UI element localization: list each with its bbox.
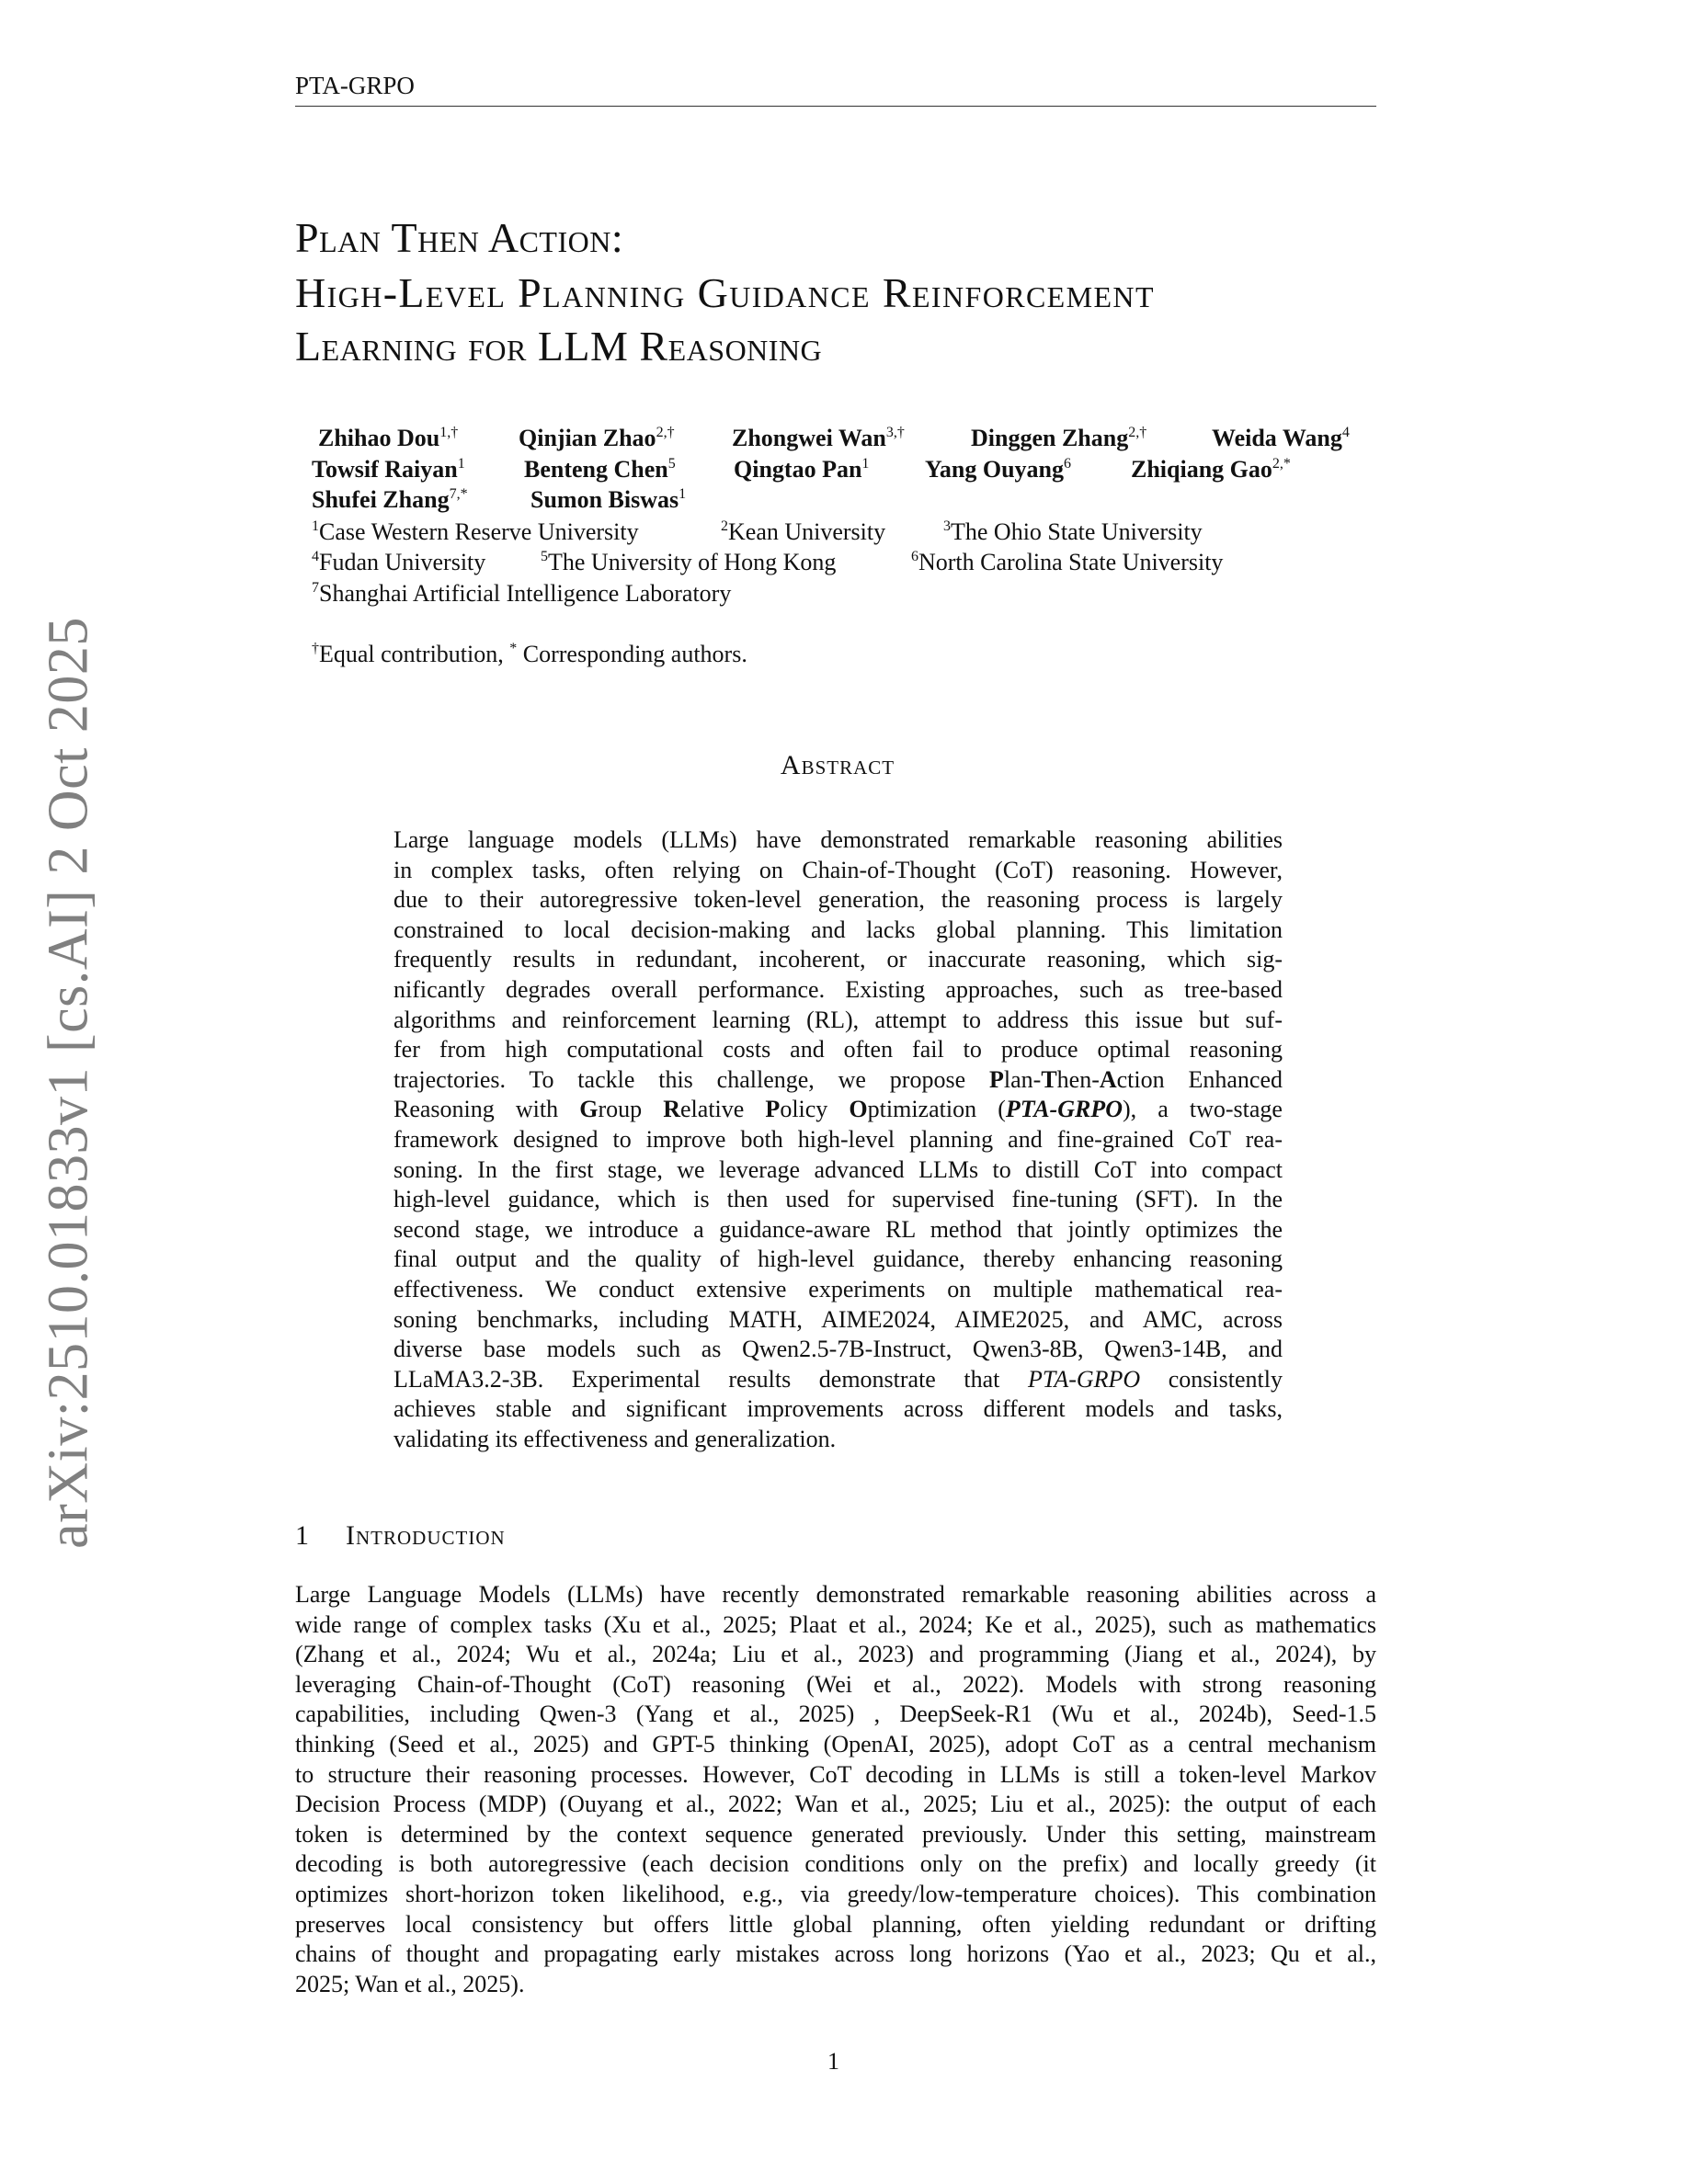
text-span: Reasoning with xyxy=(393,1096,580,1123)
author-affiliation-mark: 4 xyxy=(1341,425,1350,440)
emphasized-text: T xyxy=(1041,1065,1057,1093)
running-head: PTA-GRPO xyxy=(295,72,415,99)
text-span: wide range of complex tasks (Xu et al., 2025; Plaat et al., 2024; Ke et al., 2025), such as mathematics xyxy=(295,1610,1376,1638)
introduction-body xyxy=(295,1580,1376,1999)
text-line xyxy=(393,916,1283,946)
text-span: lan- xyxy=(1003,1065,1042,1093)
text-span: final output and the quality of high-level guidance, thereby enhancing reasoning xyxy=(393,1246,1283,1273)
text-line xyxy=(295,1820,1376,1850)
introduction-heading: Introduction xyxy=(346,1520,506,1551)
text-span: algorithms and reinforcement learning (RL), attempt to address this issue but suf- xyxy=(393,1006,1283,1033)
text-span: LLaMA3.2-3B. Experimental results demonstrate that xyxy=(393,1365,1028,1393)
footnote-text: Equal contribution, xyxy=(319,641,510,667)
author-name xyxy=(530,486,686,514)
text-span: ction Enhanced xyxy=(1116,1065,1283,1093)
author-affiliation-mark: 1 xyxy=(457,456,465,472)
page-number: 1 xyxy=(827,2048,839,2075)
author-affiliation-mark: 7,* xyxy=(449,486,468,502)
text-line xyxy=(393,1305,1283,1336)
author-name-text: Qinjian Zhao xyxy=(519,425,656,451)
author-name xyxy=(1212,425,1350,452)
text-span: roup xyxy=(598,1096,664,1123)
affiliation xyxy=(312,518,639,546)
affiliation-name: The University of Hong Kong xyxy=(548,549,837,575)
text-span: Large language models (LLMs) have demonstrated remarkable reasoning abilities xyxy=(393,826,1283,853)
text-span: second stage, we introduce a guidance-aware RL method that jointly optimizes the xyxy=(393,1215,1283,1243)
author-affiliation-mark: 3,† xyxy=(885,425,905,440)
abstract-heading: Abstract xyxy=(780,750,895,780)
text-span: due to their autoregressive token-level generation, the reasoning process is largely xyxy=(393,886,1283,914)
equal-contribution-footnote xyxy=(312,641,747,668)
affiliation-number: 7 xyxy=(312,580,319,596)
author-affiliation-mark: 2,† xyxy=(1128,425,1147,440)
text-line xyxy=(393,825,1283,856)
author-name xyxy=(312,456,465,483)
author-name xyxy=(732,425,905,452)
text-span: ), a two-stage xyxy=(1122,1096,1283,1123)
author-affiliation-mark: 1 xyxy=(861,456,870,472)
text-line xyxy=(295,1970,1376,2000)
arxiv-identifier-stamp[interactable]: arXiv:2510.01833v1 [cs.AI] 2 Oct 2025 xyxy=(37,617,100,1549)
affiliation xyxy=(721,518,885,546)
footnote-text: Corresponding authors. xyxy=(517,641,747,667)
author-name-text: Towsif Raiyan xyxy=(312,456,458,483)
author-name-text: Benteng Chen xyxy=(524,456,668,483)
title-line-3: Learning for LLM Reasoning xyxy=(295,323,823,370)
affiliation xyxy=(312,549,485,576)
text-line xyxy=(295,1730,1376,1760)
affiliation xyxy=(312,580,731,608)
author-name-text: Dinggen Zhang xyxy=(971,425,1129,451)
text-span: Large Language Models (LLMs) have recently demonstrated remarkable reasoning abilities across a xyxy=(295,1581,1376,1608)
text-line xyxy=(393,1215,1283,1246)
author-name xyxy=(1131,456,1291,483)
section-number: 1 xyxy=(295,1520,309,1551)
affiliation-number: 5 xyxy=(541,549,548,564)
emphasized-text: PTA-GRPO xyxy=(1027,1365,1141,1393)
text-span: in complex tasks, often relying on Chain-of-Thought (CoT) reasoning. However, xyxy=(393,856,1283,883)
text-span: soning. In the first stage, we leverage advanced LLMs to distill CoT into compact xyxy=(393,1155,1283,1183)
author-name-text: Sumon Biswas xyxy=(530,486,679,513)
author-affiliation-mark: 2,* xyxy=(1272,456,1291,472)
text-line xyxy=(393,1335,1283,1365)
affiliation-name: The Ohio State University xyxy=(951,518,1203,545)
author-name-text: Yang Ouyang xyxy=(925,456,1064,483)
author-affiliation-mark: 5 xyxy=(667,456,676,472)
author-name xyxy=(925,456,1071,483)
text-line xyxy=(295,1640,1376,1670)
abstract-body xyxy=(393,825,1283,1454)
text-line xyxy=(295,1849,1376,1880)
emphasized-text: R xyxy=(663,1096,681,1123)
author-affiliation-mark: 2,† xyxy=(656,425,675,440)
author-name xyxy=(524,456,676,483)
author-name-text: Zhongwei Wan xyxy=(732,425,886,451)
author-name xyxy=(519,425,675,452)
text-span: olicy xyxy=(780,1096,850,1123)
emphasized-text: P xyxy=(989,1065,1004,1093)
text-span: chains of thought and propagating early mistakes across long horizons (Yao et al., 2023; Qu et al., xyxy=(295,1940,1376,1968)
affiliation-name: Case Western Reserve University xyxy=(319,518,639,545)
text-span: (Zhang et al., 2024; Wu et al., 2024a; Liu et al., 2023) and programming (Jiang et al., 2024), by xyxy=(295,1641,1376,1668)
text-span: validating its effectiveness and generalization. xyxy=(393,1425,837,1452)
text-span: constrained to local decision-making and lacks global planning. This limitation xyxy=(393,916,1283,943)
dagger-mark: † xyxy=(312,641,319,656)
emphasized-text: O xyxy=(849,1096,868,1123)
text-span: high-level guidance, which is then used for supervised fine-tuning (SFT). In the xyxy=(393,1186,1283,1213)
text-line xyxy=(393,1095,1283,1125)
author-name-text: Zhihao Dou xyxy=(318,425,440,451)
author-name-text: Zhiqiang Gao xyxy=(1131,456,1272,483)
text-line xyxy=(393,1425,1283,1455)
text-span: optimizes short-horizon token likelihood, e.g., via greedy/low-temperature choices). This combination xyxy=(295,1880,1376,1907)
affiliation xyxy=(541,549,836,576)
text-span: preserves local consistency but offers little global planning, often yielding redundant or drifting xyxy=(295,1910,1376,1938)
affiliation xyxy=(943,518,1203,546)
header-rule xyxy=(295,106,1376,107)
text-line xyxy=(295,1760,1376,1791)
text-line xyxy=(393,885,1283,916)
text-span: achieves stable and significant improvements across different models and tasks, xyxy=(393,1395,1283,1423)
affiliation-name: Shanghai Artificial Intelligence Laboratory xyxy=(319,580,732,607)
text-line xyxy=(295,1580,1376,1610)
text-span: nificantly degrades overall performance. Existing approaches, such as tree-based xyxy=(393,975,1283,1003)
author-name xyxy=(318,425,458,452)
text-span: ptimization ( xyxy=(867,1096,1006,1123)
text-line xyxy=(393,945,1283,975)
text-span: elative xyxy=(680,1096,766,1123)
author-name-text: Shufei Zhang xyxy=(312,486,450,513)
affiliation-name: North Carolina State University xyxy=(918,549,1224,575)
text-span: soning benchmarks, including MATH, AIME2024, AIME2025, and AMC, across xyxy=(393,1305,1283,1333)
emphasized-text: A xyxy=(1099,1065,1117,1093)
text-line xyxy=(393,975,1283,1006)
text-line xyxy=(393,1394,1283,1425)
author-affiliation-mark: 6 xyxy=(1064,456,1071,472)
text-line xyxy=(295,1880,1376,1910)
affiliation-number: 3 xyxy=(943,518,951,534)
author-name-text: Weida Wang xyxy=(1212,425,1342,451)
text-span: capabilities, including Qwen-3 (Yang et al., 2025) , DeepSeek-R1 (Wu et al., 2024b), Seed-1.5 xyxy=(295,1701,1376,1728)
affiliation xyxy=(911,549,1223,576)
author-name xyxy=(734,456,869,483)
emphasized-text: G xyxy=(579,1096,599,1123)
affiliation-number: 6 xyxy=(911,549,918,564)
text-span: framework designed to improve both high-level planning and fine-grained CoT rea- xyxy=(393,1125,1283,1153)
text-span: frequently results in redundant, incoherent, or inaccurate reasoning, which sig- xyxy=(393,946,1283,973)
author-affiliation-mark: 1,† xyxy=(439,425,459,440)
text-span: effectiveness. We conduct extensive experiments on multiple mathematical rea- xyxy=(393,1275,1283,1302)
text-line xyxy=(295,1610,1376,1641)
author-name xyxy=(312,486,468,514)
text-line xyxy=(393,1185,1283,1215)
text-line xyxy=(393,856,1283,886)
text-line xyxy=(295,1670,1376,1701)
text-span: to structure their reasoning processes. However, CoT decoding in LLMs is still a token-level Markov xyxy=(295,1760,1376,1788)
text-span: fer from high computational costs and often fail to produce optimal reasoning xyxy=(393,1036,1283,1064)
emphasized-text: P xyxy=(765,1096,781,1123)
title-line-1: Plan Then Action: xyxy=(295,214,624,261)
author-affiliation-mark: 1 xyxy=(679,486,687,502)
text-span: thinking (Seed et al., 2025) and GPT-5 thinking (OpenAI, 2025), adopt CoT as a central mechanism xyxy=(295,1730,1376,1757)
text-span: decoding is both autoregressive (each decision conditions only on the prefix) and locally greedy (it xyxy=(295,1850,1376,1878)
text-span: token is determined by the context sequence generated previously. Under this setting, mainstream xyxy=(295,1820,1376,1848)
text-line xyxy=(393,1006,1283,1036)
affiliation-number: 2 xyxy=(721,518,728,534)
text-span: leveraging Chain-of-Thought (CoT) reasoning (Wei et al., 2022). Models with strong reasoning xyxy=(295,1670,1376,1698)
text-span: consistently xyxy=(1140,1365,1283,1393)
affiliation-name: Kean University xyxy=(728,518,886,545)
text-line xyxy=(393,1275,1283,1305)
text-line xyxy=(295,1910,1376,1940)
asterisk-mark: * xyxy=(509,641,518,656)
text-span: hen- xyxy=(1056,1065,1100,1093)
text-span: Decision Process (MDP) (Ouyang et al., 2022; Wan et al., 2025; Liu et al., 2025): the output of each xyxy=(295,1791,1376,1818)
text-span: diverse base models such as Qwen2.5-7B-Instruct, Qwen3-8B, Qwen3-14B, and xyxy=(393,1336,1283,1363)
text-line xyxy=(393,1155,1283,1186)
text-span: trajectories. To tackle this challenge, we propose xyxy=(393,1065,989,1093)
text-line xyxy=(393,1245,1283,1275)
text-line xyxy=(295,1700,1376,1730)
text-line xyxy=(393,1065,1283,1096)
text-line xyxy=(393,1125,1283,1155)
text-span: 2025; Wan et al., 2025). xyxy=(295,1970,525,1997)
affiliation-number: 4 xyxy=(312,549,319,564)
text-line xyxy=(393,1035,1283,1065)
text-line xyxy=(295,1790,1376,1820)
affiliation-name: Fudan University xyxy=(319,549,486,575)
author-name-text: Qingtao Pan xyxy=(734,456,862,483)
affiliation-number: 1 xyxy=(312,518,319,534)
author-name xyxy=(971,425,1146,452)
title-line-2: High-Level Planning Guidance Reinforcement xyxy=(295,269,1155,316)
text-line xyxy=(393,1365,1283,1395)
emphasized-text: PTA-GRPO xyxy=(1005,1096,1123,1123)
text-line xyxy=(295,1939,1376,1970)
